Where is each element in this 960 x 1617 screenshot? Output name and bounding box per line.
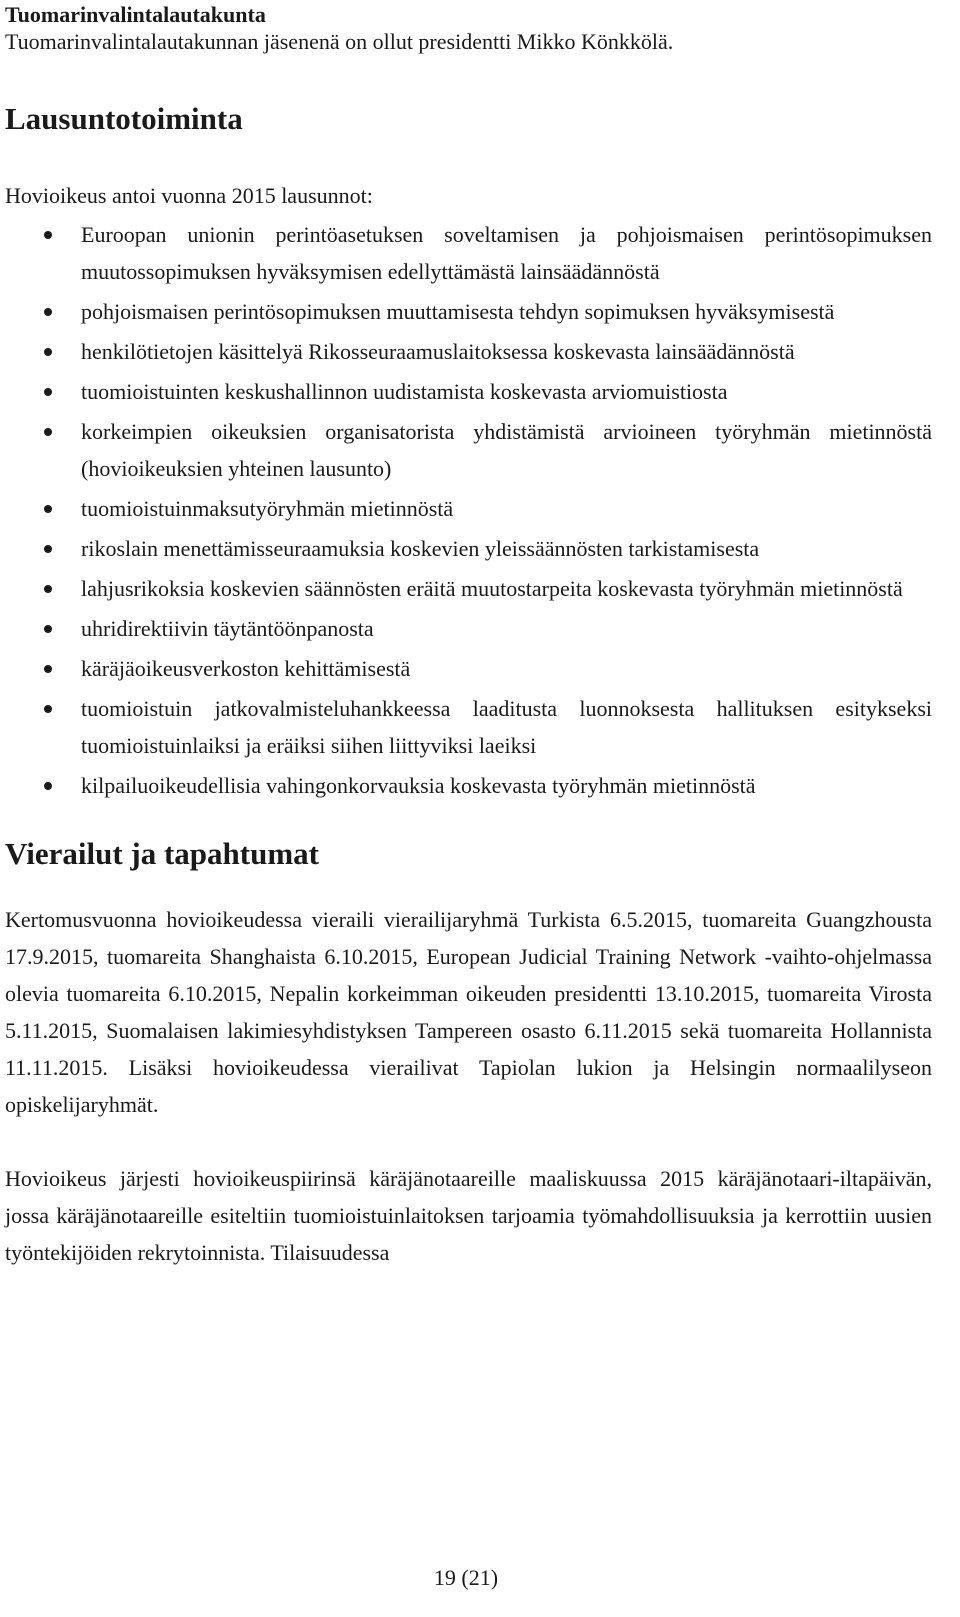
list-item: lahjusrikoksia koskevien säännösten eräitä muutostarpeita koskevasta työryhmän mietinnöstä [5,570,932,607]
section-heading-statements: Lausuntotoiminta [5,101,243,136]
bullet-icon [44,231,52,239]
list-item: kilpailuoikeudellisia vahingonkorvauksia koskevasta työryhmän mietinnöstä [5,767,932,804]
bullet-icon [44,665,52,673]
visits-paragraph-1: Kertomusvuonna hovioikeudessa vieraili vierailijaryhmä Turkista 6.5.2015, tuomareita Guangzhousta 17.9.2015, tuomareita Shanghaista 6.10.2015, European Judicial Training Network -vaihto-ohjelmassa olevia tuomareita 6.10.2015, Nepalin korkeimman oikeuden presidentti 13.10.2015, tuomareita Virosta 5.11.2015, Suomalaisen lakimiesyhdistyksen Tampereen osasto 6.11.2015 sekä tuomareita Hollannista 11.11.2015. Lisäksi hovioikeudessa vierailivat Tapiolan lukion ja Helsingin normaalilyseon opiskelijaryhmät. [5,907,932,1117]
visits-paragraph-2: Hovioikeus järjesti hovioikeuspiirinsä käräjänotaareille maaliskuussa 2015 käräjänotaari-iltapäivän, jossa käräjänotaareille esiteltiin tuomioistuinlaitoksen tarjoamia työmahdollisuuksia ja kerrottiin uusien työntekijöiden rekrytoinnista. Tilaisuudessa [5,1166,932,1265]
list-item: Euroopan unionin perintöasetuksen soveltamisen ja pohjoismaisen perintösopimuksen muutossopimuksen hyväksymisen edellyttämästä lainsäädännöstä [5,216,932,290]
bullet-icon [44,625,52,633]
section-heading-visits: Vierailut ja tapahtumat [5,836,319,871]
document-page [5,0,932,1271]
bullet-icon [44,428,52,436]
list-item: tuomioistuinten keskushallinnon uudistamista koskevasta arviomuistiosta [5,373,932,410]
list-item: pohjoismaisen perintösopimuksen muuttamisesta tehdyn sopimuksen hyväksymisestä [5,293,932,330]
page-number: 19 (21) [433,1565,499,1590]
bullet-icon [44,782,52,790]
list-item: rikoslain menettämisseuraamuksia koskevien yleissäännösten tarkistamisesta [5,530,932,567]
list-item: tuomioistuin jatkovalmisteluhankkeessa laaditusta luonnoksesta hallituksen esitykseksi tuomioistuinlaiksi ja eräiksi siihen liittyviksi laeiksi [5,690,932,764]
bullet-icon [44,388,52,396]
bullet-icon [44,585,52,593]
bullet-icon [44,545,52,553]
bullet-icon [44,705,52,713]
bullet-icon [44,308,52,316]
section-heading-judges: Tuomarinvalintalautakunta [5,2,266,27]
statements-list [5,216,932,804]
list-item: henkilötietojen käsittelyä Rikosseuraamuslaitoksessa koskevasta lainsäädännöstä [5,333,932,370]
judges-text: Tuomarinvalintalautakunnan jäsenenä on ollut presidentti Mikko Könkkölä. [5,29,674,54]
list-item: tuomioistuinmaksutyöryhmän mietinnöstä [5,490,932,527]
list-item: korkeimpien oikeuksien organisatorista yhdistämistä arvioineen työryhmän mietinnöstä (hovioikeuksien yhteinen lausunto) [5,413,932,487]
list-item: uhridirektiivin täytäntöönpanosta [5,610,932,647]
statements-intro: Hovioikeus antoi vuonna 2015 lausunnot: [5,183,373,208]
bullet-icon [44,505,52,513]
bullet-icon [44,348,52,356]
list-item: käräjäoikeusverkoston kehittämisestä [5,650,932,687]
